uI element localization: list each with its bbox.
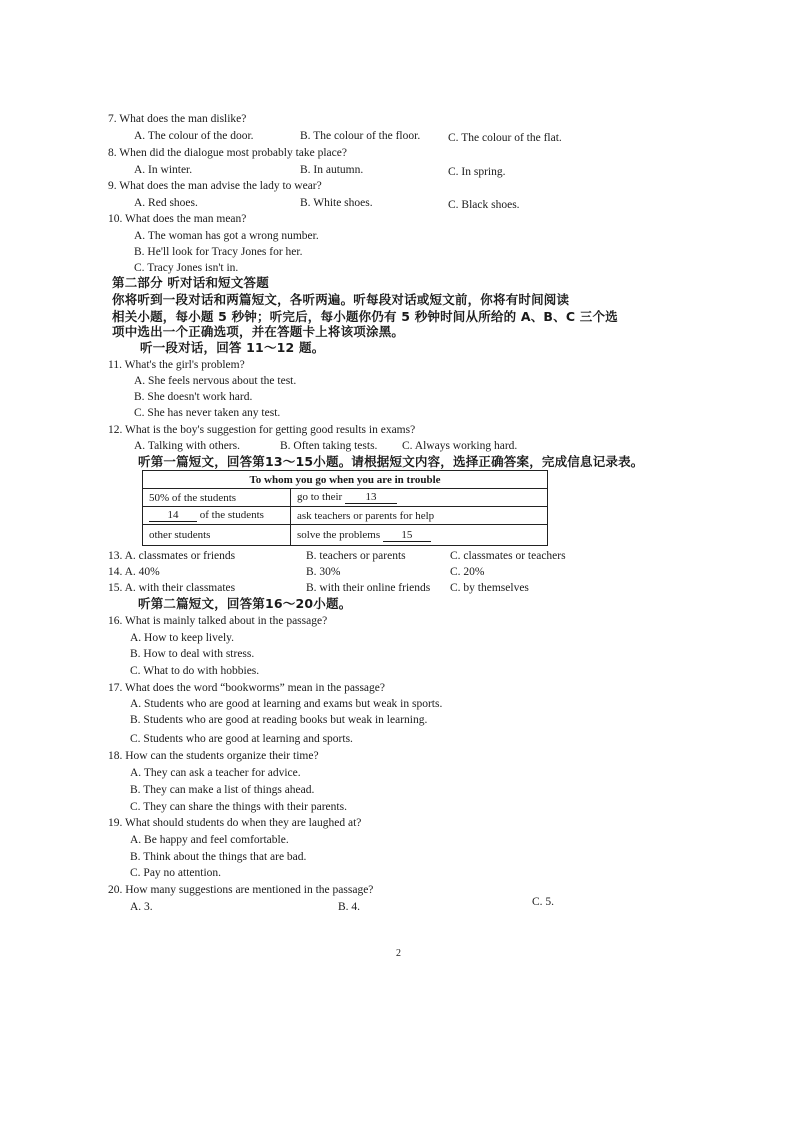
- option-16a: A. How to keep lively.: [130, 632, 235, 644]
- option-15a: 15. A. with their classmates: [108, 582, 236, 594]
- option-15b: B. with their online friends: [306, 582, 431, 594]
- option-16c: C. What to do with hobbies.: [130, 665, 260, 677]
- option-9b: B. White shoes.: [300, 197, 373, 209]
- option-11c: C. She has never taken any test.: [134, 407, 281, 419]
- option-8a: A. In winter.: [134, 164, 193, 176]
- part2-instruction-line-1: 你将听到一段对话和两篇短文，各听两遍。听每段对话或短文前，你将有时间阅读: [112, 292, 570, 307]
- option-20c: C. 5.: [532, 896, 555, 908]
- answer-blank-14[interactable]: 14: [149, 509, 197, 522]
- option-13c: C. classmates or teachers: [450, 550, 566, 562]
- question-11: 11. What's the girl's problem?: [108, 359, 245, 371]
- table-cell: ask teachers or parents for help: [291, 507, 548, 525]
- table-row: [143, 525, 548, 546]
- question-9: 9. What does the man advise the lady to wear?: [108, 180, 322, 192]
- table-header: To whom you go when you are in trouble: [143, 471, 548, 489]
- option-19b: B. Think about the things that are bad.: [130, 851, 307, 863]
- option-14c: C. 20%: [450, 566, 485, 578]
- option-7c: C. The colour of the flat.: [448, 132, 562, 144]
- option-11a: A. She feels nervous about the test.: [134, 375, 297, 387]
- table-cell: 50% of the students: [143, 489, 291, 507]
- option-9c: C. Black shoes.: [448, 199, 520, 211]
- question-18: 18. How can the students organize their time?: [108, 750, 319, 762]
- option-14b: B. 30%: [306, 566, 341, 578]
- table-row: [143, 489, 548, 507]
- table-cell: [291, 489, 548, 507]
- option-10a: A. The woman has got a wrong number.: [134, 230, 319, 242]
- option-15c: C. by themselves: [450, 582, 529, 594]
- table-cell: [143, 507, 291, 525]
- question-12: 12. What is the boy's suggestion for getting good results in exams?: [108, 424, 416, 436]
- option-8b: B. In autumn.: [300, 164, 364, 176]
- table-cell: [291, 525, 548, 546]
- option-12a: A. Talking with others.: [134, 440, 240, 452]
- cell-text: solve the problems: [297, 528, 381, 541]
- option-17c: C. Students who are good at learning and sports.: [130, 733, 353, 745]
- answer-blank-13[interactable]: 13: [345, 491, 397, 504]
- option-14a: 14. A. 40%: [108, 566, 160, 578]
- table-cell: other students: [143, 525, 291, 546]
- cell-text: of the students: [199, 509, 264, 521]
- passage1-subheading: 听第一篇短文，回答第13～15小题。请根据短文内容，选择正确答案，完成信息记录表。: [138, 454, 644, 469]
- part2-instruction-line-3: 项中选出一个正确选项，并在答题卡上将该项涂黑。: [112, 324, 405, 339]
- option-11b: B. She doesn't work hard.: [134, 391, 253, 403]
- part2-instruction-line-2: 相关小题，每小题 5 秒钟；听完后，每小题你仍有 5 秒钟时间从所给的 A、B、C 三个选: [112, 309, 618, 324]
- option-18b: B. They can make a list of things ahead.: [130, 784, 315, 796]
- answer-blank-15[interactable]: 15: [383, 529, 431, 542]
- part2-heading: 第二部分 听对话和短文答题: [112, 275, 269, 290]
- passage2-subheading: 听第二篇短文，回答第16～20小题。: [138, 596, 352, 611]
- option-13a: 13. A. classmates or friends: [108, 550, 236, 562]
- question-16: 16. What is mainly talked about in the passage?: [108, 615, 328, 627]
- option-7a: A. The colour of the door.: [134, 130, 254, 142]
- option-17a: A. Students who are good at learning and exams but weak in sports.: [130, 698, 443, 710]
- page-number: 2: [396, 948, 401, 959]
- option-10b: B. He'll look for Tracy Jones for her.: [134, 246, 303, 258]
- option-17b: B. Students who are good at reading books but weak in learning.: [130, 714, 428, 726]
- option-20a: A. 3.: [130, 901, 153, 913]
- option-8c: C. In spring.: [448, 166, 506, 178]
- option-7b: B. The colour of the floor.: [300, 130, 421, 142]
- table-row: [143, 507, 548, 525]
- dialogue-subheading: 听一段对话，回答 11～12 题。: [140, 340, 325, 355]
- option-20b: B. 4.: [338, 901, 361, 913]
- option-10c: C. Tracy Jones isn't in.: [134, 262, 239, 274]
- option-13b: B. teachers or parents: [306, 550, 406, 562]
- option-19a: A. Be happy and feel comfortable.: [130, 834, 289, 846]
- option-19c: C. Pay no attention.: [130, 867, 222, 879]
- question-10: 10. What does the man mean?: [108, 213, 247, 225]
- option-16b: B. How to deal with stress.: [130, 648, 255, 660]
- info-record-table: [142, 470, 548, 546]
- option-18a: A. They can ask a teacher for advice.: [130, 767, 301, 779]
- option-9a: A. Red shoes.: [134, 197, 198, 209]
- question-8: 8. When did the dialogue most probably take place?: [108, 147, 347, 159]
- question-17: 17. What does the word “bookworms” mean in the passage?: [108, 682, 385, 694]
- question-19: 19. What should students do when they are laughed at?: [108, 817, 362, 829]
- option-12c: C. Always working hard.: [402, 440, 518, 452]
- option-12b: B. Often taking tests.: [280, 440, 378, 452]
- cell-text: go to their: [297, 491, 343, 503]
- question-7: 7. What does the man dislike?: [108, 113, 247, 125]
- option-18c: C. They can share the things with their parents.: [130, 801, 347, 813]
- question-20: 20. How many suggestions are mentioned in the passage?: [108, 884, 374, 896]
